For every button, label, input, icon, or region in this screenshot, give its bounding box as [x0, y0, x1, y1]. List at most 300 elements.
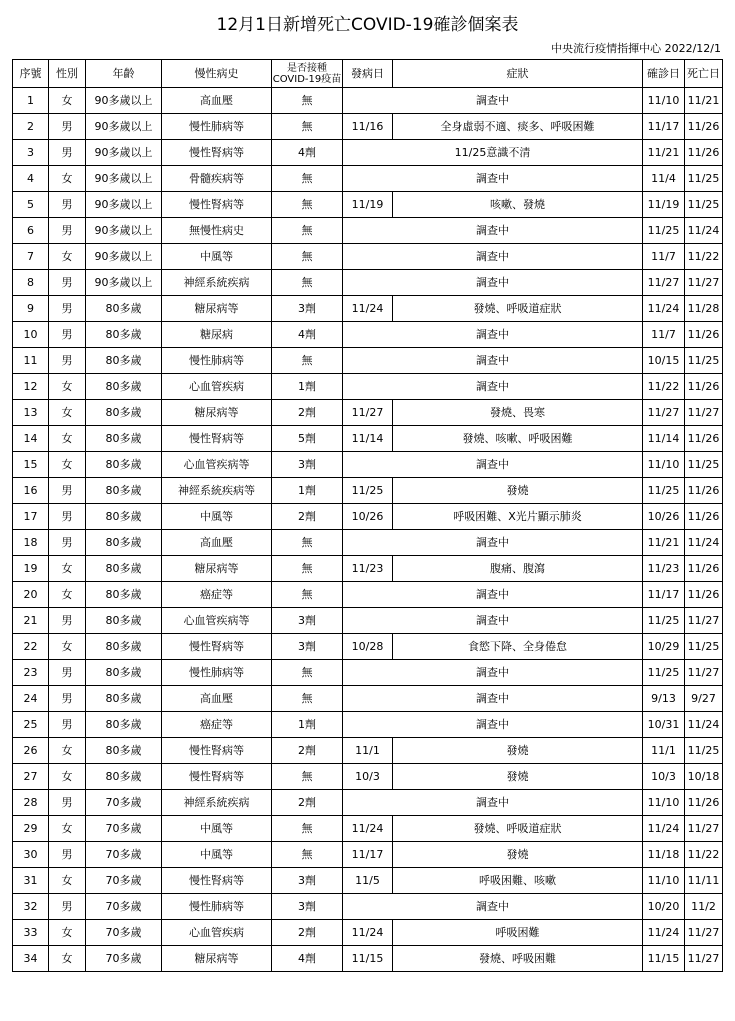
cell-sex: 女 [49, 868, 86, 894]
cell-chronic: 高血壓 [162, 686, 272, 712]
cell-death: 11/26 [685, 556, 723, 582]
cell-age: 70多歲 [86, 946, 162, 972]
cell-vaccine: 無 [272, 192, 343, 218]
cell-diagnosis: 10/29 [643, 634, 685, 660]
cell-chronic: 中風等 [162, 504, 272, 530]
cell-death: 11/25 [685, 452, 723, 478]
cell-symptoms: 調查中 [343, 530, 643, 556]
cell-death: 11/27 [685, 608, 723, 634]
cell-diagnosis: 11/22 [643, 374, 685, 400]
cell-age: 80多歲 [86, 686, 162, 712]
table-row [13, 660, 723, 686]
cell-vaccine: 3劑 [272, 608, 343, 634]
cell-age: 80多歲 [86, 296, 162, 322]
cell-no: 19 [13, 556, 49, 582]
cell-vaccine: 3劑 [272, 296, 343, 322]
cell-age: 80多歲 [86, 634, 162, 660]
cell-no: 33 [13, 920, 49, 946]
cell-age: 70多歲 [86, 920, 162, 946]
cell-diagnosis: 11/25 [643, 218, 685, 244]
table-row [13, 166, 723, 192]
cell-death: 11/27 [685, 400, 723, 426]
cell-no: 13 [13, 400, 49, 426]
cell-vaccine: 無 [272, 114, 343, 140]
cell-chronic: 癌症等 [162, 582, 272, 608]
cell-sex: 男 [49, 192, 86, 218]
cell-vaccine: 無 [272, 842, 343, 868]
cell-onset: 10/3 [343, 764, 393, 790]
cell-symptoms: 調查中 [343, 374, 643, 400]
cell-symptoms: 呼吸困難、X光片顯示肺炎 [393, 504, 643, 530]
table-row [13, 790, 723, 816]
cell-vaccine: 無 [272, 244, 343, 270]
cell-chronic: 糖尿病等 [162, 400, 272, 426]
cell-sex: 男 [49, 842, 86, 868]
cell-no: 32 [13, 894, 49, 920]
cell-diagnosis: 11/27 [643, 270, 685, 296]
cell-sex: 男 [49, 322, 86, 348]
cell-sex: 男 [49, 504, 86, 530]
cell-diagnosis: 11/17 [643, 582, 685, 608]
cell-vaccine: 無 [272, 764, 343, 790]
cell-age: 90多歲以上 [86, 88, 162, 114]
cell-onset: 11/16 [343, 114, 393, 140]
cell-death: 11/25 [685, 738, 723, 764]
cell-age: 80多歲 [86, 400, 162, 426]
header-vaccine-line1: 是否接種 [287, 62, 327, 74]
cell-vaccine: 無 [272, 686, 343, 712]
cell-vaccine: 無 [272, 816, 343, 842]
cell-diagnosis: 11/10 [643, 88, 685, 114]
cell-diagnosis: 10/26 [643, 504, 685, 530]
cell-vaccine: 5劑 [272, 426, 343, 452]
cell-diagnosis: 11/24 [643, 296, 685, 322]
cell-no: 30 [13, 842, 49, 868]
cell-chronic: 神經系統疾病等 [162, 478, 272, 504]
cell-sex: 女 [49, 764, 86, 790]
cell-age: 90多歲以上 [86, 244, 162, 270]
header-vaccine [272, 60, 343, 88]
table-row [13, 244, 723, 270]
cell-symptoms: 發燒、呼吸道症狀 [393, 816, 643, 842]
cell-age: 70多歲 [86, 842, 162, 868]
cell-chronic: 心血管疾病 [162, 920, 272, 946]
cell-diagnosis: 10/31 [643, 712, 685, 738]
cell-death: 11/26 [685, 374, 723, 400]
cell-diagnosis: 10/15 [643, 348, 685, 374]
cell-age: 80多歲 [86, 478, 162, 504]
cell-symptoms: 全身虛弱不適、痰多、呼吸困難 [393, 114, 643, 140]
cell-vaccine: 3劑 [272, 634, 343, 660]
table-row [13, 686, 723, 712]
cell-no: 9 [13, 296, 49, 322]
table-row [13, 582, 723, 608]
table-row [13, 738, 723, 764]
table-row [13, 296, 723, 322]
cell-death: 11/26 [685, 478, 723, 504]
header-age: 年齡 [86, 60, 162, 88]
cell-vaccine: 無 [272, 166, 343, 192]
cell-no: 23 [13, 660, 49, 686]
cell-death: 11/24 [685, 530, 723, 556]
cell-age: 90多歲以上 [86, 270, 162, 296]
cell-chronic: 中風等 [162, 816, 272, 842]
cell-sex: 男 [49, 712, 86, 738]
cell-diagnosis: 11/10 [643, 452, 685, 478]
cell-chronic: 慢性腎病等 [162, 140, 272, 166]
table-row [13, 452, 723, 478]
cell-no: 25 [13, 712, 49, 738]
cell-diagnosis: 11/15 [643, 946, 685, 972]
cell-age: 80多歲 [86, 660, 162, 686]
cell-onset: 10/26 [343, 504, 393, 530]
cell-death: 11/26 [685, 114, 723, 140]
cell-diagnosis: 11/18 [643, 842, 685, 868]
table-row [13, 504, 723, 530]
cell-chronic: 慢性肺病等 [162, 348, 272, 374]
cell-vaccine: 無 [272, 218, 343, 244]
cell-no: 24 [13, 686, 49, 712]
table-row [13, 530, 723, 556]
cell-chronic: 心血管疾病 [162, 374, 272, 400]
cell-vaccine: 3劑 [272, 868, 343, 894]
cell-symptoms: 發燒、呼吸困難 [393, 946, 643, 972]
cell-age: 90多歲以上 [86, 192, 162, 218]
cell-age: 90多歲以上 [86, 218, 162, 244]
cell-onset: 11/23 [343, 556, 393, 582]
cell-no: 3 [13, 140, 49, 166]
cell-diagnosis: 11/24 [643, 816, 685, 842]
cell-vaccine: 4劑 [272, 322, 343, 348]
cell-diagnosis: 11/1 [643, 738, 685, 764]
cell-chronic: 癌症等 [162, 712, 272, 738]
cell-chronic: 高血壓 [162, 530, 272, 556]
cell-chronic: 神經系統疾病 [162, 270, 272, 296]
cell-symptoms: 發燒、呼吸道症狀 [393, 296, 643, 322]
table-row [13, 322, 723, 348]
cell-no: 8 [13, 270, 49, 296]
cell-sex: 女 [49, 244, 86, 270]
cell-age: 80多歲 [86, 452, 162, 478]
cell-sex: 女 [49, 634, 86, 660]
header-diagnosis: 確診日 [643, 60, 685, 88]
cell-sex: 女 [49, 816, 86, 842]
cell-symptoms: 呼吸困難、咳嗽 [393, 868, 643, 894]
cell-symptoms: 咳嗽、發燒 [393, 192, 643, 218]
cell-symptoms: 調查中 [343, 322, 643, 348]
cell-symptoms: 調查中 [343, 244, 643, 270]
cell-symptoms: 腹痛、腹瀉 [393, 556, 643, 582]
cell-age: 80多歲 [86, 764, 162, 790]
cell-symptoms: 發燒、畏寒 [393, 400, 643, 426]
cell-diagnosis: 11/21 [643, 530, 685, 556]
cell-onset: 11/17 [343, 842, 393, 868]
cell-chronic: 高血壓 [162, 88, 272, 114]
cell-symptoms: 呼吸困難 [393, 920, 643, 946]
header-row [13, 60, 723, 88]
cell-chronic: 慢性肺病等 [162, 894, 272, 920]
cell-vaccine: 無 [272, 348, 343, 374]
cell-diagnosis: 11/21 [643, 140, 685, 166]
cell-no: 29 [13, 816, 49, 842]
table-row [13, 842, 723, 868]
cell-death: 10/18 [685, 764, 723, 790]
cell-sex: 男 [49, 686, 86, 712]
table-row [13, 192, 723, 218]
table-row [13, 270, 723, 296]
cell-no: 15 [13, 452, 49, 478]
cell-death: 11/24 [685, 712, 723, 738]
cell-sex: 女 [49, 426, 86, 452]
header-onset: 發病日 [343, 60, 393, 88]
cell-death: 11/26 [685, 790, 723, 816]
cell-sex: 男 [49, 894, 86, 920]
cell-symptoms: 調查中 [343, 582, 643, 608]
cell-sex: 女 [49, 166, 86, 192]
death-cases-table [12, 59, 723, 972]
cell-sex: 女 [49, 946, 86, 972]
cell-onset: 11/24 [343, 296, 393, 322]
cell-onset: 11/19 [343, 192, 393, 218]
cell-diagnosis: 11/25 [643, 478, 685, 504]
cell-death: 11/26 [685, 140, 723, 166]
source-date: 中央流行疫情指揮中心 2022/12/1 [551, 42, 721, 55]
cell-age: 80多歲 [86, 322, 162, 348]
cell-sex: 男 [49, 660, 86, 686]
cell-death: 11/25 [685, 166, 723, 192]
cell-age: 70多歲 [86, 868, 162, 894]
cell-sex: 女 [49, 400, 86, 426]
cell-no: 18 [13, 530, 49, 556]
cell-vaccine: 2劑 [272, 790, 343, 816]
cell-diagnosis: 11/10 [643, 790, 685, 816]
cell-death: 11/11 [685, 868, 723, 894]
cell-age: 80多歲 [86, 738, 162, 764]
cell-chronic: 神經系統疾病 [162, 790, 272, 816]
cell-age: 90多歲以上 [86, 114, 162, 140]
cell-onset: 11/24 [343, 920, 393, 946]
cell-no: 11 [13, 348, 49, 374]
cell-vaccine: 2劑 [272, 920, 343, 946]
cell-symptoms: 調查中 [343, 166, 643, 192]
cell-no: 28 [13, 790, 49, 816]
cell-onset: 11/15 [343, 946, 393, 972]
table-row [13, 868, 723, 894]
cell-chronic: 慢性腎病等 [162, 634, 272, 660]
cell-death: 11/21 [685, 88, 723, 114]
table-row [13, 88, 723, 114]
cell-no: 26 [13, 738, 49, 764]
cell-vaccine: 3劑 [272, 452, 343, 478]
cell-symptoms: 調查中 [343, 348, 643, 374]
cell-death: 11/25 [685, 348, 723, 374]
cell-diagnosis: 11/7 [643, 244, 685, 270]
cell-symptoms: 調查中 [343, 894, 643, 920]
cell-death: 11/28 [685, 296, 723, 322]
cell-symptoms: 調查中 [343, 452, 643, 478]
cell-vaccine: 4劑 [272, 140, 343, 166]
table-row [13, 816, 723, 842]
cell-age: 80多歲 [86, 556, 162, 582]
cell-sex: 男 [49, 218, 86, 244]
cell-chronic: 慢性肺病等 [162, 114, 272, 140]
cell-diagnosis: 9/13 [643, 686, 685, 712]
cell-sex: 男 [49, 530, 86, 556]
cell-no: 27 [13, 764, 49, 790]
cell-no: 34 [13, 946, 49, 972]
cell-age: 90多歲以上 [86, 166, 162, 192]
cell-symptoms: 發燒 [393, 764, 643, 790]
table-row [13, 608, 723, 634]
cell-sex: 女 [49, 88, 86, 114]
table-row [13, 348, 723, 374]
table-row [13, 478, 723, 504]
cell-diagnosis: 11/19 [643, 192, 685, 218]
cell-symptoms: 調查中 [343, 270, 643, 296]
cell-age: 80多歲 [86, 712, 162, 738]
cell-chronic: 慢性腎病等 [162, 426, 272, 452]
table-row [13, 634, 723, 660]
cell-no: 6 [13, 218, 49, 244]
cell-symptoms: 發燒、咳嗽、呼吸困難 [393, 426, 643, 452]
cell-vaccine: 無 [272, 88, 343, 114]
cell-symptoms: 11/25意識不清 [343, 140, 643, 166]
cell-chronic: 中風等 [162, 244, 272, 270]
cell-chronic: 心血管疾病等 [162, 608, 272, 634]
cell-sex: 女 [49, 556, 86, 582]
cell-sex: 男 [49, 270, 86, 296]
cell-chronic: 慢性腎病等 [162, 192, 272, 218]
cell-age: 80多歲 [86, 426, 162, 452]
cell-death: 11/2 [685, 894, 723, 920]
table-row [13, 218, 723, 244]
cell-sex: 女 [49, 582, 86, 608]
cell-no: 20 [13, 582, 49, 608]
cell-diagnosis: 10/3 [643, 764, 685, 790]
header-vaccine-line2: COVID-19疫苗 [272, 73, 342, 85]
cell-onset: 11/1 [343, 738, 393, 764]
cell-sex: 男 [49, 478, 86, 504]
cell-no: 1 [13, 88, 49, 114]
cell-sex: 男 [49, 348, 86, 374]
cell-vaccine: 4劑 [272, 946, 343, 972]
table-row [13, 114, 723, 140]
cell-vaccine: 無 [272, 556, 343, 582]
cell-symptoms: 發燒 [393, 738, 643, 764]
cell-onset: 11/25 [343, 478, 393, 504]
cell-chronic: 慢性腎病等 [162, 738, 272, 764]
cell-age: 90多歲以上 [86, 140, 162, 166]
table-row [13, 894, 723, 920]
cell-no: 16 [13, 478, 49, 504]
cell-symptoms: 發燒 [393, 842, 643, 868]
cell-death: 11/25 [685, 192, 723, 218]
cell-chronic: 骨髓疾病等 [162, 166, 272, 192]
table-row [13, 374, 723, 400]
cell-death: 11/27 [685, 816, 723, 842]
cell-diagnosis: 11/25 [643, 608, 685, 634]
cell-chronic: 糖尿病等 [162, 556, 272, 582]
cell-age: 70多歲 [86, 894, 162, 920]
cell-age: 70多歲 [86, 816, 162, 842]
cell-symptoms: 調查中 [343, 660, 643, 686]
cell-vaccine: 1劑 [272, 374, 343, 400]
cell-sex: 男 [49, 296, 86, 322]
cell-age: 80多歲 [86, 348, 162, 374]
table-row [13, 946, 723, 972]
table-body [13, 88, 723, 972]
cell-sex: 女 [49, 920, 86, 946]
cell-death: 11/25 [685, 634, 723, 660]
cell-no: 12 [13, 374, 49, 400]
table-row [13, 556, 723, 582]
cell-death: 11/27 [685, 946, 723, 972]
cell-chronic: 糖尿病 [162, 322, 272, 348]
header-symptoms: 症狀 [393, 60, 643, 88]
cell-chronic: 中風等 [162, 842, 272, 868]
cell-no: 14 [13, 426, 49, 452]
cell-vaccine: 無 [272, 270, 343, 296]
cell-death: 9/27 [685, 686, 723, 712]
cell-death: 11/24 [685, 218, 723, 244]
cell-diagnosis: 11/17 [643, 114, 685, 140]
cell-death: 11/26 [685, 582, 723, 608]
cell-death: 11/26 [685, 504, 723, 530]
header-chronic: 慢性病史 [162, 60, 272, 88]
cell-no: 31 [13, 868, 49, 894]
table-row [13, 920, 723, 946]
cell-symptoms: 調查中 [343, 686, 643, 712]
cell-death: 11/26 [685, 322, 723, 348]
cell-vaccine: 3劑 [272, 894, 343, 920]
table-row [13, 400, 723, 426]
cell-onset: 10/28 [343, 634, 393, 660]
cell-chronic: 慢性腎病等 [162, 868, 272, 894]
cell-symptoms: 調查中 [343, 712, 643, 738]
cell-diagnosis: 11/24 [643, 920, 685, 946]
cell-onset: 11/24 [343, 816, 393, 842]
cell-sex: 女 [49, 738, 86, 764]
header-no: 序號 [13, 60, 49, 88]
cell-symptoms: 食慾下降、全身倦怠 [393, 634, 643, 660]
cell-no: 21 [13, 608, 49, 634]
cell-vaccine: 無 [272, 582, 343, 608]
cell-age: 80多歲 [86, 504, 162, 530]
cell-no: 7 [13, 244, 49, 270]
cell-vaccine: 無 [272, 530, 343, 556]
cell-vaccine: 無 [272, 660, 343, 686]
cell-diagnosis: 11/23 [643, 556, 685, 582]
cell-age: 80多歲 [86, 374, 162, 400]
cell-death: 11/27 [685, 270, 723, 296]
table-row [13, 426, 723, 452]
cell-vaccine: 1劑 [272, 712, 343, 738]
cell-age: 70多歲 [86, 790, 162, 816]
cell-vaccine: 2劑 [272, 738, 343, 764]
cell-diagnosis: 11/10 [643, 868, 685, 894]
cell-death: 11/22 [685, 842, 723, 868]
cell-no: 5 [13, 192, 49, 218]
cell-age: 80多歲 [86, 530, 162, 556]
cell-death: 11/27 [685, 660, 723, 686]
cell-no: 2 [13, 114, 49, 140]
cell-symptoms: 調查中 [343, 218, 643, 244]
cell-chronic: 心血管疾病等 [162, 452, 272, 478]
cell-diagnosis: 11/7 [643, 322, 685, 348]
cell-sex: 男 [49, 114, 86, 140]
cell-symptoms: 調查中 [343, 88, 643, 114]
cell-no: 10 [13, 322, 49, 348]
